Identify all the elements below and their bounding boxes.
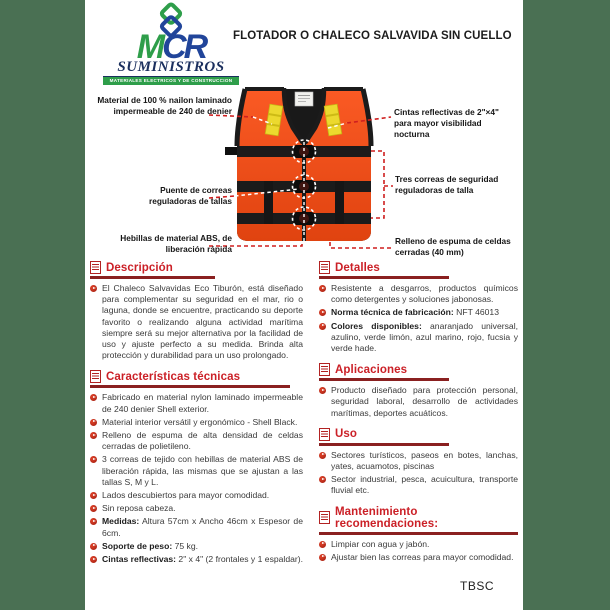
section-header-caracteristicas bbox=[90, 370, 290, 388]
bullet-icon bbox=[90, 285, 97, 292]
item-text: Producto diseñado para protección personal, seguridad laboral, desarrollo de actividades marítimas, deportes acuáticos. bbox=[331, 385, 518, 418]
section-title: Características técnicas bbox=[106, 370, 241, 383]
callout-hebillas: Hebillas de material ABS, de liberación rápida bbox=[120, 233, 232, 254]
item-text: Material interior versátil y ergonómico - Shell Black. bbox=[102, 416, 298, 427]
section-title: Uso bbox=[335, 428, 358, 441]
bullet-icon bbox=[90, 432, 97, 439]
list-item bbox=[90, 516, 303, 538]
bullet-icon bbox=[90, 394, 97, 401]
logo-subtitle: SUMINISTROS bbox=[103, 59, 239, 77]
mantenimiento-icon bbox=[319, 511, 330, 524]
page-header bbox=[85, 0, 523, 86]
item-text: Relleno de espuma de alta densidad de celdas cerradas de polietileno. bbox=[102, 430, 303, 452]
list-item bbox=[319, 307, 518, 318]
list-item bbox=[319, 539, 518, 550]
section-header-uso bbox=[319, 428, 449, 446]
caracteristicas-icon bbox=[90, 370, 101, 383]
callout-material: Material de 100 % nailon laminado impermeable de 240 de denier bbox=[97, 95, 232, 116]
section-title: Detalles bbox=[335, 261, 380, 274]
callout-cintas-reflectivas: Cintas reflectivas de 2"×4" para mayor visibilidad nocturna bbox=[394, 107, 499, 139]
item-bold: Colores disponibles: bbox=[331, 320, 422, 331]
vest-diagram bbox=[85, 86, 523, 260]
document-page bbox=[85, 0, 523, 610]
list-item bbox=[90, 454, 303, 488]
item-bold: Soporte de peso: bbox=[102, 540, 173, 551]
section-header-mantenimiento bbox=[319, 506, 518, 535]
item-text: Fabricado en material nylon laminado impermeable de 240 denier Shell exterior. bbox=[102, 392, 303, 414]
bullet-icon bbox=[90, 543, 97, 550]
bullet-icon bbox=[90, 456, 97, 463]
bullet-icon bbox=[319, 541, 326, 548]
logo-wordmark bbox=[103, 28, 239, 66]
section-title: Aplicaciones bbox=[335, 363, 408, 376]
item-bold: Medidas: bbox=[102, 516, 140, 527]
right-column bbox=[319, 259, 518, 593]
item-text: 2" x 4" (2 frontales y 1 espaldar). bbox=[176, 554, 303, 565]
logo-letter: C bbox=[162, 28, 184, 66]
bullet-icon bbox=[90, 518, 97, 525]
item-text: Sectores turísticos, paseos en botes, lanchas, yates, acuamotos, piscinas bbox=[331, 449, 518, 472]
callout-relleno: Relleno de espuma de celdas cerradas (40 mm) bbox=[395, 236, 511, 257]
uso-icon bbox=[319, 428, 330, 441]
bullet-icon bbox=[319, 476, 326, 483]
list-item bbox=[90, 503, 303, 514]
mantenimiento-list bbox=[319, 539, 518, 563]
item-bold: Cintas reflectivas: bbox=[102, 554, 177, 565]
item-text: Sector industrial, pesca, acuicultura, transporte fluvial etc. bbox=[331, 474, 518, 496]
list-item bbox=[90, 490, 303, 501]
list-item bbox=[90, 283, 303, 361]
list-item bbox=[90, 392, 303, 414]
list-item bbox=[319, 385, 518, 419]
section-title: Descripción bbox=[106, 261, 173, 274]
callout-tres-correas: Tres correas de seguridad reguladoras de talla bbox=[395, 174, 499, 195]
section-title: Mantenimiento recomendaciones: bbox=[335, 505, 439, 530]
item-text: Altura 57cm x Ancho 46cm x Espesor de 6cm. bbox=[102, 516, 303, 538]
left-column bbox=[90, 259, 303, 567]
page-title: FLOTADOR O CHALECO SALVAVIDA SIN CUELLO bbox=[233, 30, 512, 42]
bullet-icon bbox=[319, 285, 326, 292]
aplicaciones-list bbox=[319, 385, 518, 419]
item-text: Lados descubiertos para mayor comodidad. bbox=[102, 490, 270, 501]
section-header-aplicaciones bbox=[319, 363, 449, 381]
logo-tagline: MATERIALES ELECTRICOS Y DE CONSTRUCCION bbox=[103, 77, 239, 85]
list-item bbox=[90, 541, 303, 552]
item-text: Sin reposa cabeza. bbox=[102, 503, 176, 514]
list-item bbox=[319, 283, 518, 305]
logo-letter: R bbox=[183, 28, 206, 66]
item-bold: Norma técnica de fabricación: bbox=[331, 307, 454, 318]
bullet-icon bbox=[90, 419, 97, 426]
bullet-icon bbox=[319, 554, 326, 561]
callout-puente-correas: Puente de correas reguladoras de tallas bbox=[148, 185, 232, 206]
detalles-list bbox=[319, 283, 518, 354]
logo-letter: M bbox=[136, 28, 163, 66]
item-text: anaranjado universal, azulino, verde limón, azul marino, rojo, fucsia y verde hade. bbox=[331, 320, 518, 354]
list-item bbox=[319, 552, 518, 563]
uso-list bbox=[319, 450, 518, 497]
list-item bbox=[319, 474, 518, 496]
item-text: Ajustar bien las correas para mayor comodidad. bbox=[331, 551, 514, 562]
list-item bbox=[319, 321, 518, 355]
item-text: Limpiar con agua y jabón. bbox=[331, 538, 430, 549]
descripcion-list bbox=[90, 283, 303, 361]
bullet-icon bbox=[90, 505, 97, 512]
detalles-icon bbox=[319, 261, 330, 274]
item-text: NFT 46013 bbox=[453, 307, 499, 318]
bullet-icon bbox=[90, 492, 97, 499]
item-text: 75 kg. bbox=[172, 540, 199, 551]
bullet-icon bbox=[90, 556, 97, 563]
list-item bbox=[90, 417, 303, 428]
list-item bbox=[90, 554, 303, 565]
list-item bbox=[319, 450, 518, 472]
footer-code: TBSC bbox=[459, 579, 494, 594]
section-header-detalles bbox=[319, 261, 449, 279]
item-text: 3 correas de tejido con hebillas de material ABS de liberación rápida, las mismas que se ajustan a las tallas S, M y L. bbox=[102, 454, 303, 487]
item-text: El Chaleco Salvavidas Eco Tiburón, está diseñado para complementar su seguridad en el mar, rio o laguna, donde se encuentre, practicando su deporte favorito o realizando alguna actividad marítima siempre será su mejor alternativa por la facilidad de uso y ajuste perfecto a su medida. Brinda alta protección y durabilidad para un uso prolongado. bbox=[102, 283, 303, 361]
bullet-icon bbox=[319, 452, 326, 459]
bullet-icon bbox=[319, 309, 326, 316]
caracteristicas-list bbox=[90, 392, 303, 565]
bullet-icon bbox=[319, 323, 326, 330]
item-text: Resistente a desgarros, productos químicos como detergentes y soluciones jabonosas. bbox=[331, 283, 518, 305]
aplicaciones-icon bbox=[319, 363, 330, 376]
section-header-descripcion bbox=[90, 261, 215, 279]
list-item bbox=[90, 430, 303, 452]
bullet-icon bbox=[319, 387, 326, 394]
company-logo bbox=[103, 2, 239, 85]
descripcion-icon bbox=[90, 261, 101, 274]
